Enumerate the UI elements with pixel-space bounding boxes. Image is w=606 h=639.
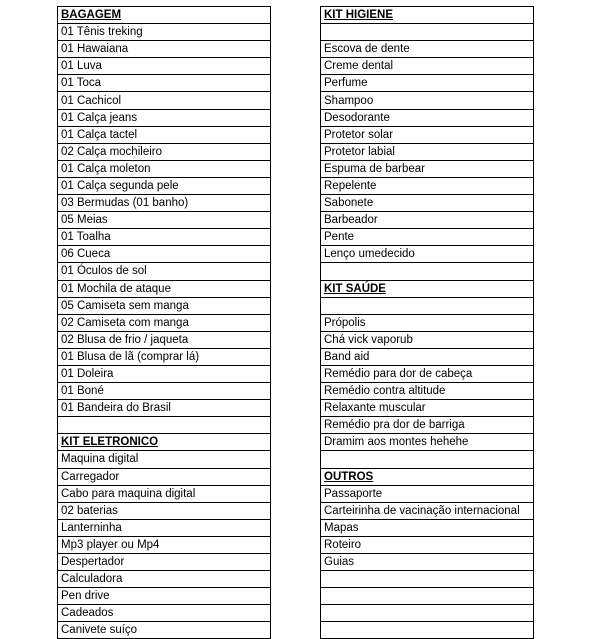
list-row — [58, 92, 271, 109]
section-header-row — [58, 434, 271, 451]
list-item: Cadeados — [58, 605, 271, 622]
section-header: BAGAGEM — [58, 7, 271, 24]
list-row — [58, 246, 271, 263]
list-item: Remédio pra dor de barriga — [321, 417, 534, 434]
list-item: Perfume — [321, 75, 534, 92]
list-row — [58, 502, 271, 519]
list-item: Band aid — [321, 348, 534, 365]
list-row — [58, 400, 271, 417]
list-row — [321, 246, 534, 263]
section-header: KIT SAÚDE — [321, 280, 534, 297]
list-row — [58, 263, 271, 280]
list-row — [321, 160, 534, 177]
section-header: KIT ELETRONICO — [58, 434, 271, 451]
list-row — [58, 212, 271, 229]
list-item: 02 baterias — [58, 502, 271, 519]
list-row — [321, 383, 534, 400]
list-item — [321, 24, 534, 41]
list-row — [321, 109, 534, 126]
list-item: 01 Bandeira do Brasil — [58, 400, 271, 417]
list-row — [321, 143, 534, 160]
list-item: Chá vick vaporub — [321, 331, 534, 348]
list-item — [321, 605, 534, 622]
list-row — [321, 434, 534, 451]
list-item — [321, 588, 534, 605]
list-item: Dramim aos montes hehehe — [321, 434, 534, 451]
list-item: Lanterninha — [58, 519, 271, 536]
list-row — [58, 75, 271, 92]
list-row — [58, 485, 271, 502]
list-row — [321, 126, 534, 143]
list-item — [321, 263, 534, 280]
section-header-row — [321, 280, 534, 297]
list-row — [58, 451, 271, 468]
list-item: Creme dental — [321, 58, 534, 75]
list-row — [58, 58, 271, 75]
list-row — [58, 297, 271, 314]
list-row — [58, 365, 271, 382]
list-item: 01 Doleira — [58, 365, 271, 382]
list-item: Calculadora — [58, 571, 271, 588]
list-item: Guias — [321, 554, 534, 571]
list-item: Escova de dente — [321, 41, 534, 58]
list-item: Repelente — [321, 177, 534, 194]
list-row — [58, 417, 271, 434]
list-item: Própolis — [321, 314, 534, 331]
list-row — [321, 400, 534, 417]
list-row — [321, 571, 534, 588]
list-row — [321, 365, 534, 382]
list-row — [58, 109, 271, 126]
list-row — [58, 160, 271, 177]
section-header: KIT HIGIENE — [321, 7, 534, 24]
list-row — [58, 314, 271, 331]
list-row — [58, 280, 271, 297]
list-item: 01 Calça tactel — [58, 126, 271, 143]
list-row — [321, 348, 534, 365]
list-item: 01 Blusa de lã (comprar lá) — [58, 348, 271, 365]
list-row — [58, 229, 271, 246]
section-header: OUTROS — [321, 468, 534, 485]
list-item: 01 Toca — [58, 75, 271, 92]
list-item: Carregador — [58, 468, 271, 485]
list-row — [321, 622, 534, 639]
list-row — [58, 24, 271, 41]
packing-list-right-body — [321, 7, 534, 639]
list-row — [321, 177, 534, 194]
list-item: Passaporte — [321, 485, 534, 502]
list-item: 01 Calça moleton — [58, 160, 271, 177]
list-item — [58, 417, 271, 434]
list-row — [58, 519, 271, 536]
list-row — [321, 417, 534, 434]
list-row — [321, 451, 534, 468]
list-item: Pente — [321, 229, 534, 246]
list-row — [321, 485, 534, 502]
list-row — [58, 143, 271, 160]
list-row — [58, 571, 271, 588]
section-header-row — [321, 7, 534, 24]
list-item: Maquina digital — [58, 451, 271, 468]
list-item: Barbeador — [321, 212, 534, 229]
list-row — [321, 229, 534, 246]
list-row — [321, 41, 534, 58]
list-row — [58, 41, 271, 58]
list-item: Despertador — [58, 554, 271, 571]
list-row — [321, 195, 534, 212]
list-item: Protetor labial — [321, 143, 534, 160]
list-item: Cabo para maquina digital — [58, 485, 271, 502]
list-item: 01 Hawaiana — [58, 41, 271, 58]
section-header-row — [58, 7, 271, 24]
list-item: Pen drive — [58, 588, 271, 605]
list-row — [321, 605, 534, 622]
list-row — [321, 24, 534, 41]
list-item: 05 Meias — [58, 212, 271, 229]
list-item: Canivete suíço — [58, 622, 271, 639]
list-row — [321, 58, 534, 75]
section-header-row — [321, 468, 534, 485]
list-item — [321, 622, 534, 639]
list-row — [58, 588, 271, 605]
list-row — [321, 331, 534, 348]
list-row — [58, 383, 271, 400]
list-row — [321, 92, 534, 109]
list-item: Protetor solar — [321, 126, 534, 143]
list-row — [321, 263, 534, 280]
list-item: 02 Calça mochileiro — [58, 143, 271, 160]
list-item: 01 Toalha — [58, 229, 271, 246]
list-row — [321, 519, 534, 536]
list-item — [321, 297, 534, 314]
list-item: 06 Cueca — [58, 246, 271, 263]
list-item: Lenço umedecido — [321, 246, 534, 263]
list-item: 01 Tênis treking — [58, 24, 271, 41]
list-row — [58, 348, 271, 365]
list-item: Mapas — [321, 519, 534, 536]
list-item: 01 Óculos de sol — [58, 263, 271, 280]
list-item: Shampoo — [321, 92, 534, 109]
list-item: Desodorante — [321, 109, 534, 126]
list-row — [321, 536, 534, 553]
list-item: Remédio contra altitude — [321, 383, 534, 400]
list-row — [58, 536, 271, 553]
list-item: Carteirinha de vacinação internacional — [321, 502, 534, 519]
list-row — [58, 605, 271, 622]
list-row — [58, 468, 271, 485]
packing-list-left-body — [58, 7, 271, 639]
list-row — [58, 126, 271, 143]
list-item: 01 Calça jeans — [58, 109, 271, 126]
list-row — [58, 177, 271, 194]
list-item: 02 Camiseta com manga — [58, 314, 271, 331]
list-row — [321, 588, 534, 605]
list-item: Relaxante muscular — [321, 400, 534, 417]
list-item — [321, 571, 534, 588]
list-item: 01 Boné — [58, 383, 271, 400]
list-row — [321, 75, 534, 92]
list-row — [58, 554, 271, 571]
list-row — [321, 212, 534, 229]
list-row — [321, 297, 534, 314]
list-row — [58, 195, 271, 212]
list-row — [321, 314, 534, 331]
list-row — [58, 622, 271, 639]
list-item: 05 Camiseta sem manga — [58, 297, 271, 314]
list-item: 01 Mochila de ataque — [58, 280, 271, 297]
list-item: Mp3 player ou Mp4 — [58, 536, 271, 553]
list-item: 01 Luva — [58, 58, 271, 75]
list-item: Sabonete — [321, 195, 534, 212]
packing-list-right — [320, 6, 534, 639]
list-item: Espuma de barbear — [321, 160, 534, 177]
list-item: 02 Blusa de frio / jaqueta — [58, 331, 271, 348]
list-row — [58, 331, 271, 348]
list-item: 01 Cachicol — [58, 92, 271, 109]
list-row — [321, 502, 534, 519]
list-item: Roteiro — [321, 536, 534, 553]
list-item: 01 Calça segunda pele — [58, 177, 271, 194]
list-item: 03 Bermudas (01 banho) — [58, 195, 271, 212]
list-row — [321, 554, 534, 571]
list-item — [321, 451, 534, 468]
packing-list-left — [57, 6, 271, 639]
list-item: Remédio para dor de cabeça — [321, 365, 534, 382]
